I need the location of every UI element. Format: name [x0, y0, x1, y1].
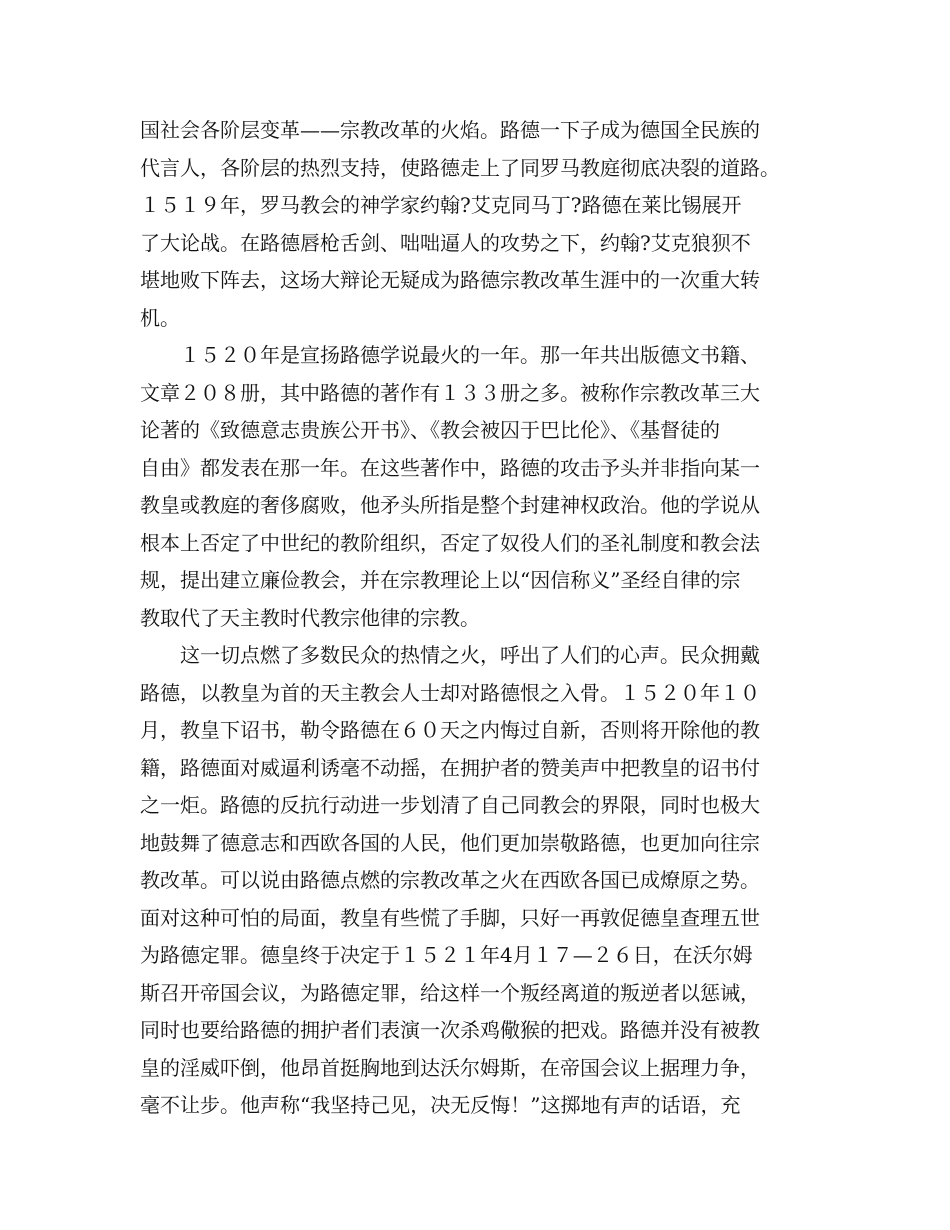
- text-line: １５１９年，罗马教会的神学家约翰?艾克同马丁?路德在莱比锡展开: [140, 193, 742, 217]
- text-line: 皇的淫威吓倒，他昂首挺胸地到达沃尔姆斯，在帝国会议上据理力争，: [140, 1055, 760, 1080]
- text-line: 堪地败下阵去，这场大辩论无疑成为路德宗教改革生涯中的一次重大转: [140, 268, 760, 292]
- text-line: 论著的《致德意志贵族公开书》、《教会被囚于巴比伦》、《基督徒的: [140, 418, 720, 442]
- text-line: 机。: [140, 305, 180, 330]
- text-line: 文章２０８册，其中路德的著作有１３３册之多。被称作宗教改革三大: [140, 380, 760, 405]
- text-line: 自由》都发表在那一年。在这些著作中，路德的攻击予头并非指向某一: [140, 455, 760, 480]
- text-line: 代言人，各阶层的热烈支持，使路德走上了同罗马教庭彻底决裂的道路。: [140, 155, 780, 180]
- text-line: 规，提出建立廉俭教会，并在宗教理论上以“因信称义”圣经自律的宗: [140, 568, 741, 592]
- text-line: 路德，以教皇为首的天主教会人士却对路德恨之入骨。１５２０年１０: [140, 680, 760, 705]
- document-body: [140, 112, 830, 1125]
- text-line: 斯召开帝国会议，为路德定罪，给这样一个叛经离道的叛逆者以惩诫，: [140, 980, 760, 1005]
- text-line: 教取代了天主教时代教宗他律的宗教。: [140, 605, 480, 630]
- text-line: 毫不让步。他声称“我坚持己见，决无反悔！”这掷地有声的话语，充: [140, 1093, 741, 1117]
- text-line: 面对这种可怕的局面，教皇有些慌了手脚，只好一再敦促德皇查理五世: [140, 905, 760, 930]
- text-line: 这一切点燃了多数民众的热情之火，呼出了人们的心声。民众拥戴: [140, 643, 760, 667]
- text-line: 教改革。可以说由路德点燃的宗教改革之火在西欧各国已成燎原之势。: [140, 868, 760, 892]
- text-line: 籍，路德面对威逼利诱毫不动摇，在拥护者的赞美声中把教皇的诏书付: [140, 755, 760, 780]
- text-line: 同时也要给路德的拥护者们表演一次杀鸡儆猴的把戏。路德并没有被教: [140, 1018, 760, 1042]
- text-line: 根本上否定了中世纪的教阶组织，否定了奴役人们的圣礼制度和教会法: [140, 530, 760, 555]
- text-line: 教皇或教庭的奢侈腐败，他矛头所指是整个封建神权政治。他的学说从: [140, 493, 760, 517]
- text-line: 之一炬。路德的反抗行动进一步划清了自己同教会的界限，同时也极大: [140, 793, 760, 817]
- text-line: 月，教皇下诏书，勒令路德在６０天之内悔过自新，否则将开除他的教: [140, 718, 760, 742]
- text-line: 为路德定罪。德皇终于决定于１５２１年4月１７—２６日，在沃尔姆: [140, 943, 753, 967]
- text-line: 国社会各阶层变革——宗教改革的火焰。路德一下子成为德国全民族的: [140, 118, 760, 142]
- text-line: １５２０年是宣扬路德学说最火的一年。那一年共出版德文书籍、: [140, 343, 760, 367]
- text-line: 了大论战。在路德唇枪舌剑、咄咄逼人的攻势之下，约翰?艾克狼狈不: [140, 230, 751, 255]
- text-line: 地鼓舞了德意志和西欧各国的人民，他们更加崇敬路德，也更加向往宗: [140, 830, 760, 855]
